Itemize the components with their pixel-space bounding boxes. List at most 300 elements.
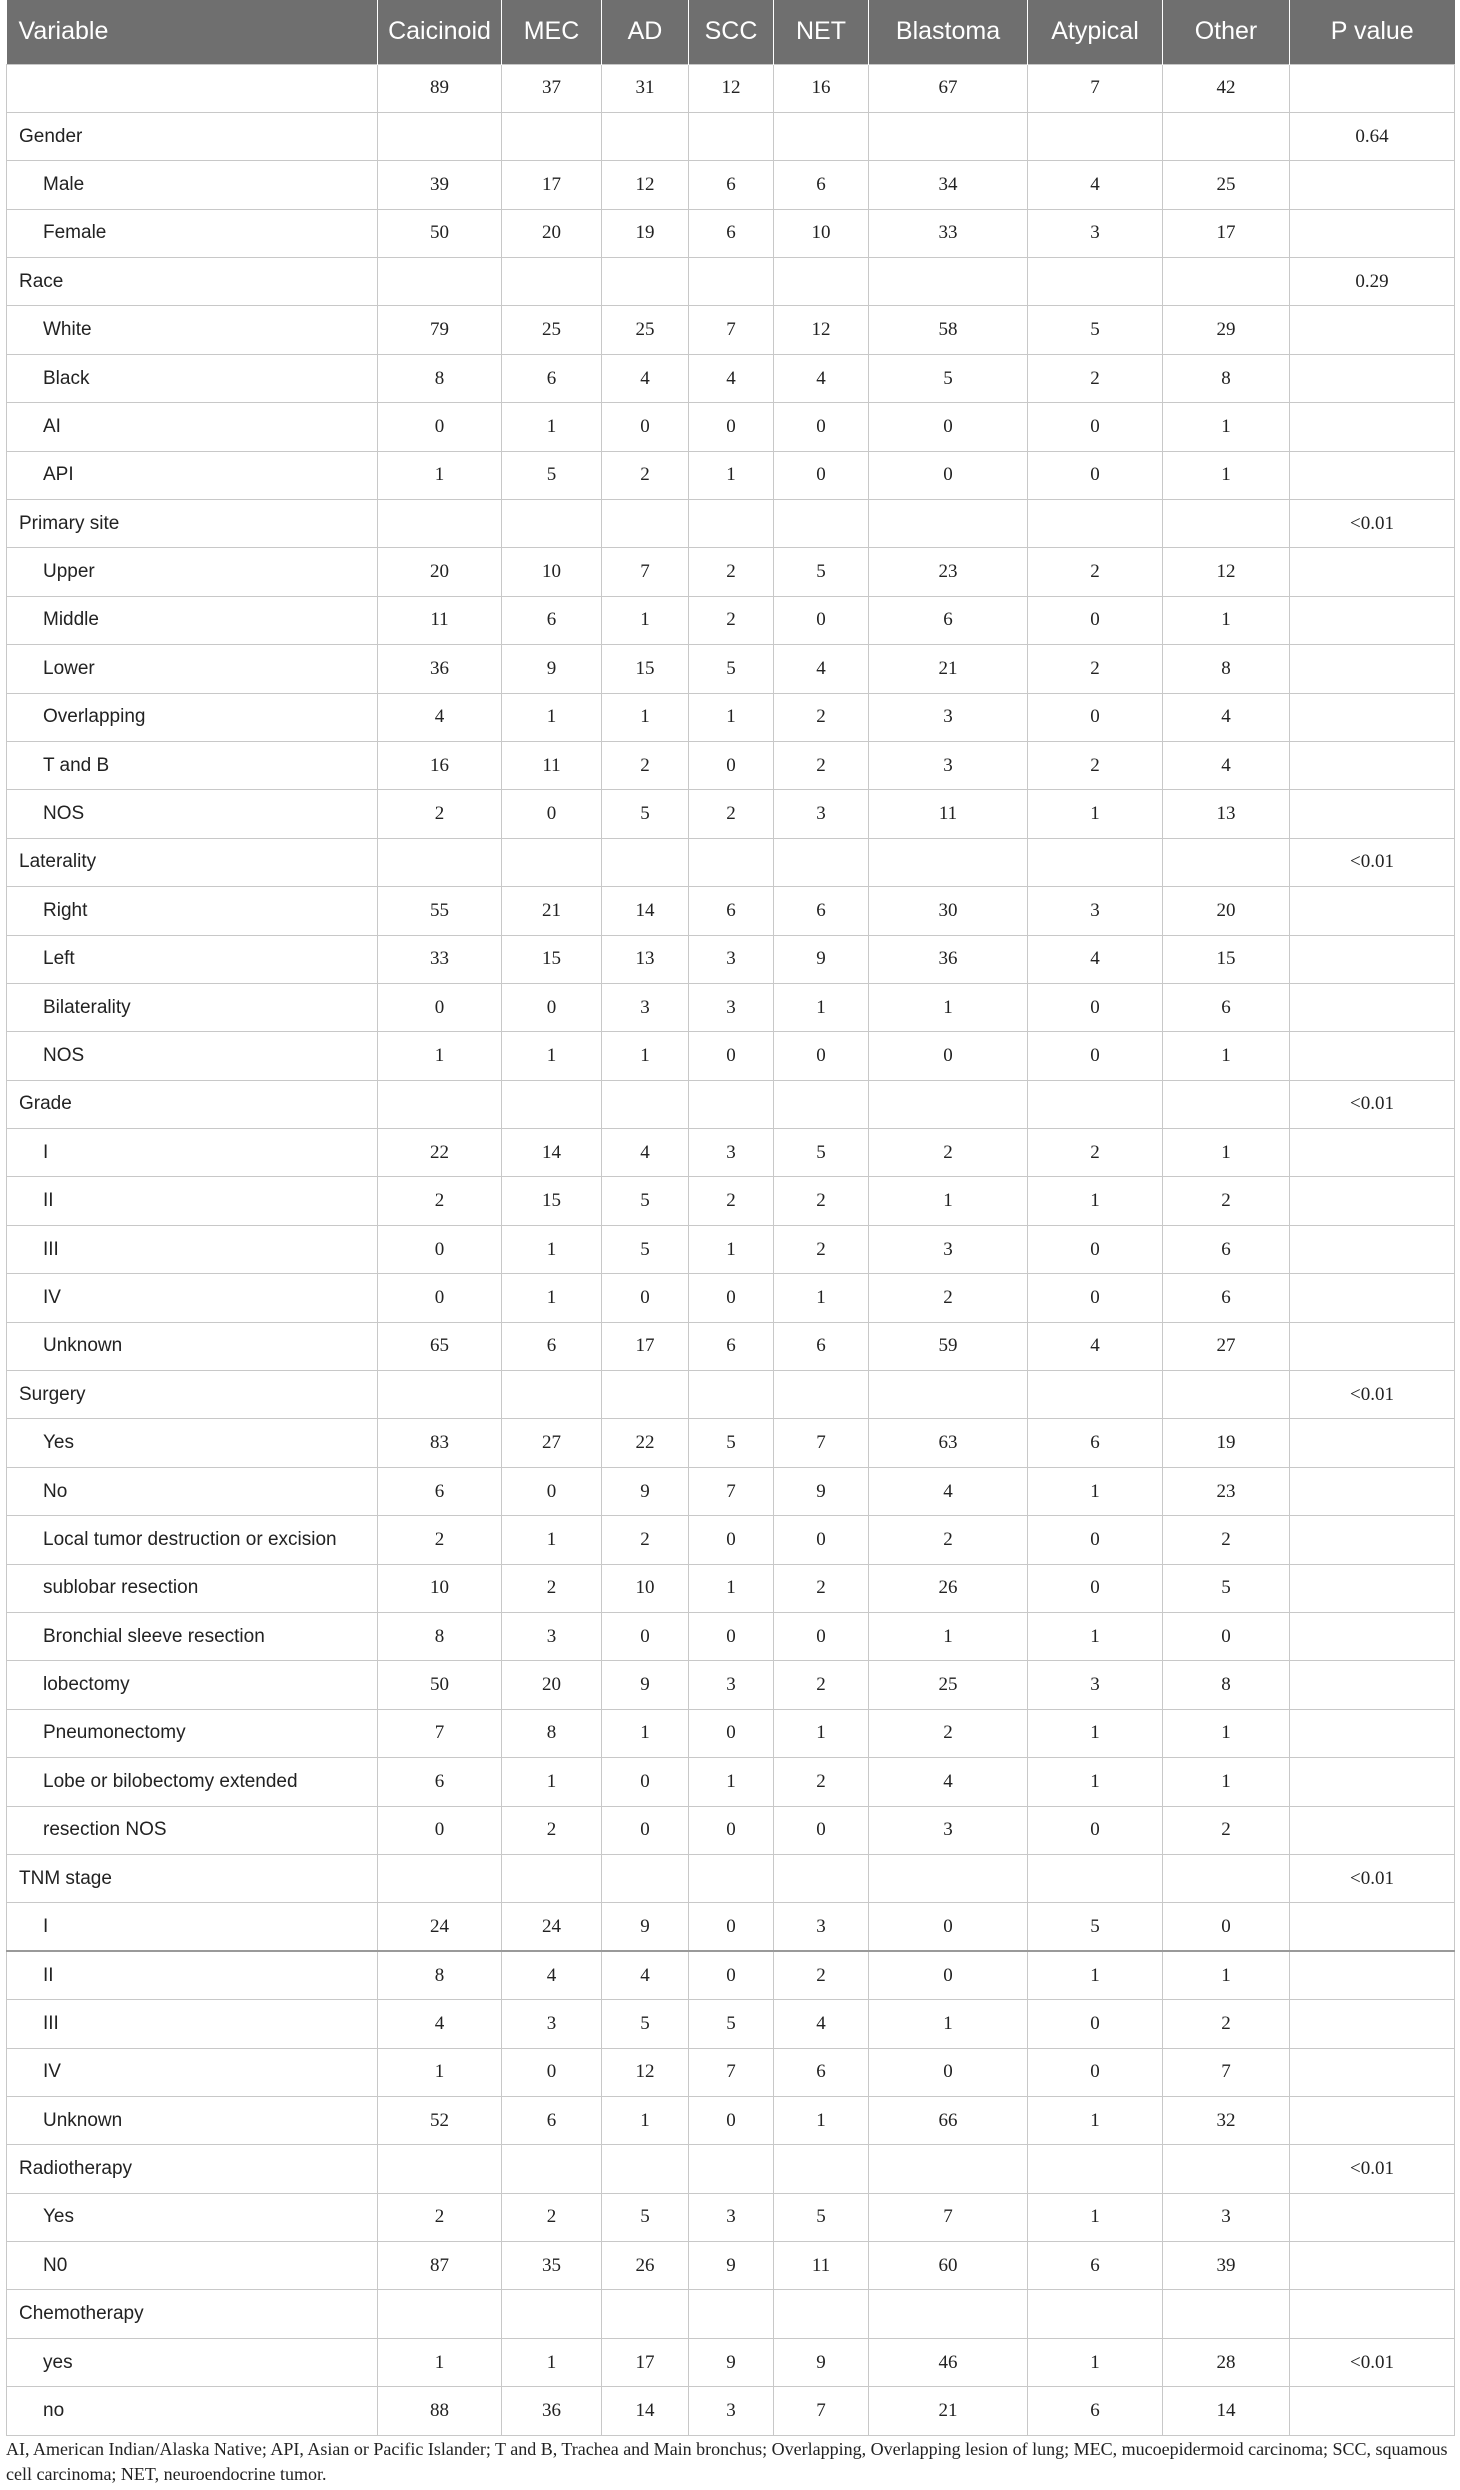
value-cell: 3 (774, 790, 869, 838)
value-cell: 5 (869, 354, 1028, 402)
data-table (6, 0, 1455, 2436)
row-label: III (7, 2000, 378, 2048)
p-value-cell (1290, 1129, 1455, 1177)
value-cell: 0 (1028, 693, 1163, 741)
value-cell: 25 (1163, 161, 1290, 209)
value-cell: 3 (774, 1903, 869, 1951)
value-cell: 1 (502, 1032, 602, 1080)
value-cell: 2 (689, 596, 774, 644)
value-cell: 3 (869, 693, 1028, 741)
value-cell: 4 (869, 1467, 1028, 1515)
row-label: Grade (7, 1080, 378, 1128)
value-cell: 1 (1028, 790, 1163, 838)
value-cell (869, 1371, 1028, 1419)
value-cell: 1 (1028, 2193, 1163, 2241)
value-cell: 3 (1028, 887, 1163, 935)
table-row (7, 1806, 1455, 1854)
value-cell: 2 (774, 1661, 869, 1709)
value-cell: 4 (1028, 935, 1163, 983)
value-cell: 4 (378, 2000, 502, 2048)
value-cell: 15 (1163, 935, 1290, 983)
value-cell: 66 (869, 2096, 1028, 2144)
value-cell: 2 (774, 1225, 869, 1273)
value-cell: 0 (502, 2048, 602, 2096)
value-cell (774, 2145, 869, 2193)
value-cell (378, 112, 502, 160)
p-value-cell (1290, 2387, 1455, 2435)
value-cell: 1 (378, 451, 502, 499)
value-cell: 17 (602, 1322, 689, 1370)
table-row (7, 838, 1455, 886)
row-label: White (7, 306, 378, 354)
table-row (7, 2145, 1455, 2193)
value-cell: 11 (378, 596, 502, 644)
row-label: Lower (7, 645, 378, 693)
value-cell: 3 (689, 983, 774, 1031)
value-cell: 1 (602, 2096, 689, 2144)
column-header: SCC (689, 0, 774, 64)
table-row (7, 548, 1455, 596)
value-cell: 1 (378, 2338, 502, 2386)
value-cell: 2 (774, 1951, 869, 1999)
value-cell (774, 1371, 869, 1419)
value-cell: 0 (1028, 2048, 1163, 2096)
table-row (7, 983, 1455, 1031)
value-cell: 31 (602, 64, 689, 112)
value-cell: 0 (602, 1758, 689, 1806)
value-cell: 29 (1163, 306, 1290, 354)
value-cell (869, 1080, 1028, 1128)
value-cell: 6 (502, 1322, 602, 1370)
value-cell: 27 (1163, 1322, 1290, 1370)
value-cell: 0 (689, 1951, 774, 1999)
value-cell (1028, 112, 1163, 160)
value-cell: 9 (602, 1467, 689, 1515)
value-cell: 8 (1163, 354, 1290, 402)
value-cell: 0 (1028, 1032, 1163, 1080)
value-cell: 0 (602, 403, 689, 451)
value-cell: 10 (378, 1564, 502, 1612)
row-label: AI (7, 403, 378, 451)
p-value-cell: 0.64 (1290, 112, 1455, 160)
value-cell: 6 (689, 161, 774, 209)
table-row (7, 1225, 1455, 1273)
row-label: NOS (7, 790, 378, 838)
value-cell: 1 (689, 1758, 774, 1806)
value-cell (1028, 1854, 1163, 1902)
value-cell: 1 (1028, 1613, 1163, 1661)
value-cell (774, 258, 869, 306)
value-cell: 6 (502, 2096, 602, 2144)
value-cell: 2 (774, 1758, 869, 1806)
table-row (7, 1032, 1455, 1080)
p-value-cell (1290, 935, 1455, 983)
value-cell: 0 (774, 1516, 869, 1564)
p-value-cell (1290, 209, 1455, 257)
value-cell: 1 (869, 1613, 1028, 1661)
value-cell: 33 (378, 935, 502, 983)
value-cell: 9 (689, 2242, 774, 2290)
value-cell: 1 (502, 1758, 602, 1806)
p-value-cell (1290, 2193, 1455, 2241)
row-label: Laterality (7, 838, 378, 886)
table-row (7, 1854, 1455, 1902)
p-value-cell (1290, 1467, 1455, 1515)
value-cell: 2 (378, 1516, 502, 1564)
value-cell: 4 (502, 1951, 602, 1999)
value-cell: 22 (378, 1129, 502, 1177)
value-cell: 35 (502, 2242, 602, 2290)
value-cell: 16 (378, 741, 502, 789)
table-row (7, 693, 1455, 741)
value-cell (602, 1080, 689, 1128)
value-cell: 2 (689, 548, 774, 596)
row-label: Upper (7, 548, 378, 596)
value-cell: 6 (1163, 1274, 1290, 1322)
p-value-cell: <0.01 (1290, 2338, 1455, 2386)
row-label: Radiotherapy (7, 2145, 378, 2193)
p-value-cell (1290, 1951, 1455, 1999)
value-cell (502, 1854, 602, 1902)
value-cell: 0 (602, 1613, 689, 1661)
value-cell: 20 (378, 548, 502, 596)
value-cell (1163, 838, 1290, 886)
value-cell: 6 (689, 209, 774, 257)
value-cell: 0 (1028, 1564, 1163, 1612)
value-cell: 5 (1028, 306, 1163, 354)
column-header: MEC (502, 0, 602, 64)
value-cell: 0 (774, 596, 869, 644)
value-cell: 21 (869, 645, 1028, 693)
row-label: Unknown (7, 2096, 378, 2144)
value-cell: 4 (1028, 1322, 1163, 1370)
value-cell: 20 (1163, 887, 1290, 935)
value-cell: 11 (869, 790, 1028, 838)
value-cell: 59 (869, 1322, 1028, 1370)
value-cell: 83 (378, 1419, 502, 1467)
value-cell: 13 (1163, 790, 1290, 838)
value-cell: 8 (378, 1613, 502, 1661)
value-cell (1028, 2145, 1163, 2193)
value-cell: 9 (502, 645, 602, 693)
value-cell: 0 (1028, 1806, 1163, 1854)
value-cell: 0 (1028, 1225, 1163, 1273)
table-row (7, 161, 1455, 209)
row-label: Female (7, 209, 378, 257)
value-cell: 1 (689, 1564, 774, 1612)
value-cell: 39 (1163, 2242, 1290, 2290)
value-cell: 2 (502, 1564, 602, 1612)
value-cell: 6 (774, 887, 869, 935)
value-cell (689, 2145, 774, 2193)
p-value-cell (1290, 1419, 1455, 1467)
value-cell (1028, 838, 1163, 886)
row-label: II (7, 1951, 378, 1999)
value-cell: 0 (602, 1274, 689, 1322)
row-label: lobectomy (7, 1661, 378, 1709)
row-label: API (7, 451, 378, 499)
value-cell: 5 (774, 2193, 869, 2241)
row-label: resection NOS (7, 1806, 378, 1854)
value-cell (774, 2290, 869, 2338)
value-cell: 15 (502, 1177, 602, 1225)
value-cell: 5 (602, 1225, 689, 1273)
value-cell: 10 (602, 1564, 689, 1612)
value-cell: 3 (689, 935, 774, 983)
value-cell: 2 (602, 1516, 689, 1564)
table-row (7, 451, 1455, 499)
value-cell: 0 (378, 983, 502, 1031)
value-cell: 0 (869, 1032, 1028, 1080)
table-row (7, 1419, 1455, 1467)
value-cell: 1 (869, 1177, 1028, 1225)
value-cell: 4 (602, 1951, 689, 1999)
value-cell: 1 (602, 596, 689, 644)
value-cell: 0 (689, 1613, 774, 1661)
value-cell: 0 (1028, 983, 1163, 1031)
table-row (7, 2338, 1455, 2386)
table-row (7, 790, 1455, 838)
value-cell (602, 258, 689, 306)
value-cell: 6 (1028, 1419, 1163, 1467)
value-cell (1163, 2145, 1290, 2193)
value-cell: 23 (1163, 1467, 1290, 1515)
row-label: Male (7, 161, 378, 209)
table-row (7, 2193, 1455, 2241)
value-cell (1163, 1371, 1290, 1419)
row-label: Lobe or bilobectomy extended (7, 1758, 378, 1806)
value-cell: 0 (869, 1951, 1028, 1999)
value-cell: 1 (774, 983, 869, 1031)
value-cell: 6 (689, 1322, 774, 1370)
value-cell: 10 (774, 209, 869, 257)
value-cell: 3 (502, 1613, 602, 1661)
table-body (7, 64, 1455, 2435)
value-cell (869, 838, 1028, 886)
value-cell (378, 1371, 502, 1419)
column-header: Variable (7, 0, 378, 64)
value-cell: 55 (378, 887, 502, 935)
value-cell: 21 (502, 887, 602, 935)
value-cell: 0 (869, 403, 1028, 451)
value-cell: 24 (378, 1903, 502, 1951)
value-cell: 0 (1028, 1516, 1163, 1564)
value-cell: 12 (1163, 548, 1290, 596)
value-cell: 1 (689, 693, 774, 741)
value-cell (1163, 112, 1290, 160)
value-cell: 87 (378, 2242, 502, 2290)
value-cell: 30 (869, 887, 1028, 935)
value-cell: 0 (869, 2048, 1028, 2096)
value-cell: 1 (602, 1032, 689, 1080)
value-cell: 0 (689, 1274, 774, 1322)
table-row (7, 64, 1455, 112)
table-row (7, 1661, 1455, 1709)
value-cell: 0 (1028, 451, 1163, 499)
value-cell (1028, 1080, 1163, 1128)
value-cell: 5 (602, 2000, 689, 2048)
value-cell: 6 (1163, 1225, 1290, 1273)
value-cell (502, 112, 602, 160)
value-cell: 5 (1028, 1903, 1163, 1951)
value-cell: 33 (869, 209, 1028, 257)
value-cell: 20 (502, 1661, 602, 1709)
value-cell: 4 (602, 354, 689, 402)
row-label: sublobar resection (7, 1564, 378, 1612)
value-cell: 0 (774, 1032, 869, 1080)
p-value-cell (1290, 2096, 1455, 2144)
value-cell: 5 (602, 2193, 689, 2241)
value-cell: 14 (602, 2387, 689, 2435)
value-cell: 9 (774, 935, 869, 983)
p-value-cell (1290, 1322, 1455, 1370)
row-label: yes (7, 2338, 378, 2386)
table-row (7, 112, 1455, 160)
value-cell: 3 (1163, 2193, 1290, 2241)
value-cell (602, 1371, 689, 1419)
table-row (7, 1903, 1455, 1951)
table-row (7, 596, 1455, 644)
value-cell: 2 (1163, 2000, 1290, 2048)
value-cell: 14 (602, 887, 689, 935)
p-value-cell (1290, 1274, 1455, 1322)
value-cell: 12 (774, 306, 869, 354)
value-cell: 8 (502, 1709, 602, 1757)
value-cell (869, 112, 1028, 160)
value-cell: 2 (378, 1177, 502, 1225)
value-cell (1163, 2290, 1290, 2338)
value-cell: 1 (1163, 596, 1290, 644)
table-row (7, 645, 1455, 693)
value-cell: 0 (689, 1903, 774, 1951)
value-cell (1028, 1371, 1163, 1419)
value-cell: 0 (774, 1613, 869, 1661)
value-cell: 2 (869, 1274, 1028, 1322)
value-cell: 34 (869, 161, 1028, 209)
p-value-cell (1290, 403, 1455, 451)
value-cell: 1 (602, 1709, 689, 1757)
value-cell: 0 (689, 403, 774, 451)
value-cell: 11 (502, 741, 602, 789)
row-label: no (7, 2387, 378, 2435)
value-cell: 4 (1163, 741, 1290, 789)
table-row (7, 1564, 1455, 1612)
value-cell: 4 (602, 1129, 689, 1177)
value-cell: 17 (502, 161, 602, 209)
value-cell (378, 1854, 502, 1902)
value-cell (689, 1371, 774, 1419)
value-cell: 7 (1028, 64, 1163, 112)
value-cell (869, 258, 1028, 306)
value-cell: 2 (774, 741, 869, 789)
value-cell: 5 (602, 790, 689, 838)
value-cell: 24 (502, 1903, 602, 1951)
table-row (7, 1322, 1455, 1370)
value-cell: 39 (378, 161, 502, 209)
value-cell: 3 (502, 2000, 602, 2048)
value-cell: 6 (774, 161, 869, 209)
value-cell: 1 (1163, 403, 1290, 451)
value-cell (502, 2290, 602, 2338)
value-cell: 7 (689, 1467, 774, 1515)
value-cell: 2 (1163, 1806, 1290, 1854)
value-cell: 15 (502, 935, 602, 983)
p-value-cell (1290, 790, 1455, 838)
value-cell (378, 838, 502, 886)
value-cell: 2 (689, 790, 774, 838)
value-cell: 1 (502, 1516, 602, 1564)
value-cell: 1 (689, 451, 774, 499)
value-cell: 5 (689, 2000, 774, 2048)
value-cell: 4 (774, 354, 869, 402)
value-cell: 0 (378, 1274, 502, 1322)
column-header: Atypical (1028, 0, 1163, 64)
p-value-cell (1290, 596, 1455, 644)
p-value-cell (1290, 451, 1455, 499)
row-label: Gender (7, 112, 378, 160)
value-cell: 2 (378, 2193, 502, 2241)
value-cell: 4 (689, 354, 774, 402)
value-cell: 4 (378, 693, 502, 741)
value-cell (774, 1854, 869, 1902)
value-cell: 1 (1163, 1032, 1290, 1080)
value-cell: 52 (378, 2096, 502, 2144)
table-row (7, 306, 1455, 354)
table-row (7, 887, 1455, 935)
value-cell (502, 2145, 602, 2193)
value-cell: 4 (1163, 693, 1290, 741)
value-cell: 4 (869, 1758, 1028, 1806)
header-row (7, 0, 1455, 64)
value-cell (1163, 1080, 1290, 1128)
value-cell (1028, 500, 1163, 548)
value-cell: 2 (1028, 741, 1163, 789)
value-cell: 0 (689, 1516, 774, 1564)
value-cell: 58 (869, 306, 1028, 354)
row-label: T and B (7, 741, 378, 789)
value-cell: 0 (378, 403, 502, 451)
value-cell: 1 (774, 1274, 869, 1322)
value-cell: 3 (602, 983, 689, 1031)
value-cell: 2 (602, 741, 689, 789)
value-cell: 63 (869, 1419, 1028, 1467)
table-row (7, 2242, 1455, 2290)
value-cell: 4 (1028, 161, 1163, 209)
value-cell: 27 (502, 1419, 602, 1467)
value-cell: 19 (1163, 1419, 1290, 1467)
value-cell (502, 1371, 602, 1419)
row-label: Bronchial sleeve resection (7, 1613, 378, 1661)
value-cell: 1 (1028, 2096, 1163, 2144)
value-cell: 3 (689, 2387, 774, 2435)
value-cell: 50 (378, 209, 502, 257)
row-label: Pneumonectomy (7, 1709, 378, 1757)
value-cell: 0 (502, 983, 602, 1031)
value-cell (689, 112, 774, 160)
value-cell: 9 (774, 2338, 869, 2386)
value-cell: 25 (602, 306, 689, 354)
value-cell: 7 (689, 2048, 774, 2096)
value-cell: 0 (602, 1806, 689, 1854)
value-cell (869, 2145, 1028, 2193)
value-cell: 67 (869, 64, 1028, 112)
value-cell: 9 (602, 1903, 689, 1951)
value-cell: 0 (378, 1806, 502, 1854)
value-cell: 79 (378, 306, 502, 354)
value-cell: 20 (502, 209, 602, 257)
value-cell: 3 (869, 1806, 1028, 1854)
value-cell: 2 (869, 1129, 1028, 1177)
